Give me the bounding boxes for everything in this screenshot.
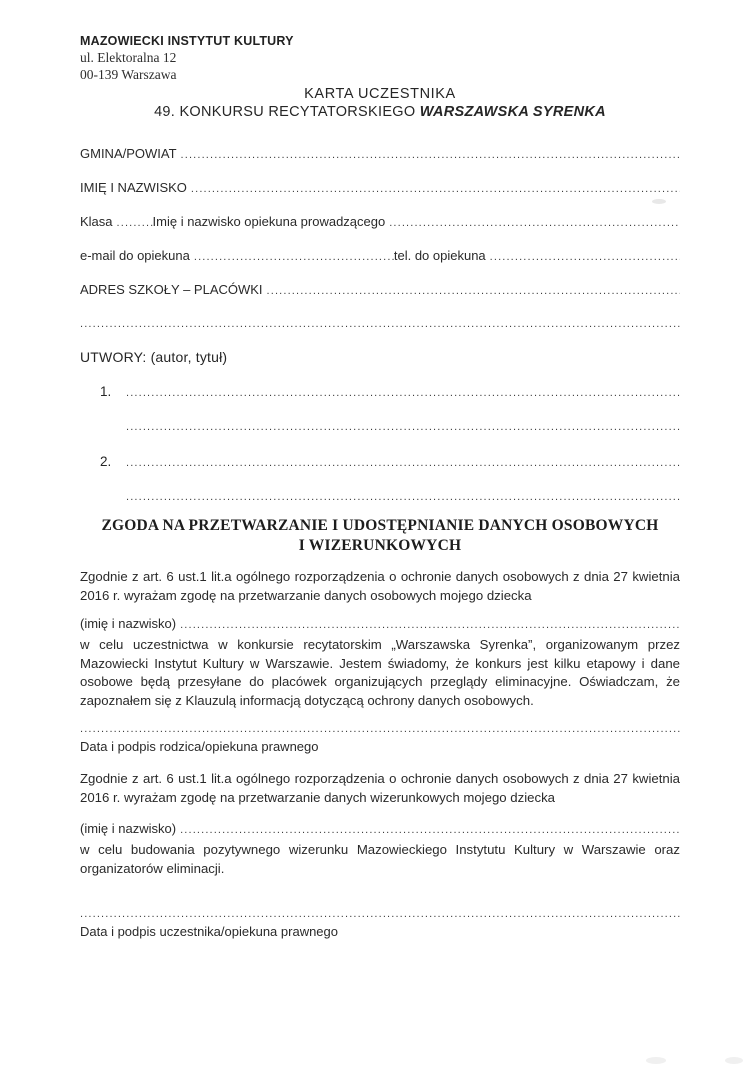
fill-in-line <box>267 282 680 300</box>
fill-in-line <box>117 214 153 232</box>
fill-in-line <box>126 454 680 472</box>
work-item-2-continuation <box>126 488 680 506</box>
works-section-heading: UTWORY: (autor, tytuł) <box>80 349 228 365</box>
fill-in-line <box>126 384 680 402</box>
field-adres-szkoly <box>80 281 680 300</box>
organization-address-city: 00-139 Warszawa <box>80 67 177 82</box>
fill-in-line <box>126 418 680 436</box>
field-email-tel <box>80 247 680 266</box>
fill-in-line <box>490 248 680 266</box>
scan-artifact <box>725 1057 743 1064</box>
field-email-label: e-mail do opiekuna <box>80 248 190 263</box>
field-adres-szkoly-label: ADRES SZKOŁY – PLACÓWKI <box>80 282 263 297</box>
organization-address-street: ul. Elektoralna 12 <box>80 50 177 65</box>
fill-in-line <box>191 180 680 198</box>
fill-in-line <box>180 821 680 839</box>
work-item-1 <box>100 383 680 402</box>
consent-heading-line1: ZGODA NA PRZETWARZANIE I UDOSTĘPNIANIE DANYCH OSOBOWYCH <box>101 517 659 534</box>
work-item-1-continuation <box>126 418 680 436</box>
consent-paragraph-personal-data: Zgodnie z art. 6 ust.1 lit.a ogólnego rozporządzenia o ochronie danych osobowych z dnia 27 kwietnia 2016 r. wyrażam zgodę na przetwarzanie danych osobowych mojego dziecka <box>80 569 680 603</box>
signature-label-parent: Data i podpis rodzica/opiekuna prawnego <box>80 739 319 754</box>
form-title: KARTA UCZESTNIKA <box>304 86 456 102</box>
organization-name: MAZOWIECKI INSTYTUT KULTURY <box>80 34 294 48</box>
contest-name: WARSZAWSKA SYRENKA <box>419 104 606 120</box>
consent-name-field-1 <box>80 615 680 634</box>
fill-in-line <box>80 315 680 333</box>
consent-paragraph-image-purpose: w celu budowania pozytywnego wizerunku Mazowieckiego Instytutu Kultury w Warszawie oraz organizatorów eliminacji. <box>80 842 680 876</box>
consent-paragraph-image-data: Zgodnie z art. 6 ust.1 lit.a ogólnego rozporządzenia o ochronie danych osobowych z dnia 27 kwietnia 2016 r. wyrażam zgodę na przetwarzanie danych wizerunkowych mojego dziecka <box>80 771 680 805</box>
scan-artifact <box>652 199 666 204</box>
fill-in-line <box>180 616 680 634</box>
field-adres-szkoly-continuation <box>80 315 680 333</box>
form-subtitle <box>80 103 680 122</box>
field-opiekun-label: Imię i nazwisko opiekuna prowadzącego <box>152 214 386 229</box>
work-item-2-number: 2. <box>100 454 112 469</box>
field-imie-nazwisko-label: IMIĘ I NAZWISKO <box>80 180 187 195</box>
field-gmina-powiat-label: GMINA/POWIAT <box>80 146 177 161</box>
work-item-1-number: 1. <box>100 384 112 399</box>
consent-heading-line2: I WIZERUNKOWYCH <box>298 537 462 554</box>
scan-artifact <box>646 1057 666 1064</box>
signature-label-participant: Data i podpis uczestnika/opiekuna prawnego <box>80 924 339 939</box>
form-subtitle-prefix: 49. KONKURSU RECYTATORSKIEGO <box>154 104 420 120</box>
consent-name-field-2 <box>80 820 680 839</box>
consent-section-heading <box>80 516 680 556</box>
fill-in-line <box>80 722 680 736</box>
field-klasa-opiekun <box>80 213 680 232</box>
fill-in-line <box>80 907 680 921</box>
consent-paragraph-participation: w celu uczestnictwa w konkursie recytatorskim „Warszawska Syrenka”, organizowanym przez Mazowiecki Instytut Kultury w Warszawie. Jestem świadomy, że konkurs jest kilku etapowy i dane osobowe będą przesyłane do placówek organizujących przeglądy eliminacyjne. Oświadczam, że zapoznałem się z Klauzulą informacją dotyczącą ochrony danych osobowych. <box>80 637 680 708</box>
signature-line-participant <box>80 907 680 921</box>
field-imie-nazwisko <box>80 179 680 198</box>
consent-name-label-2: (imię i nazwisko) <box>80 821 177 836</box>
consent-name-label-1: (imię i nazwisko) <box>80 616 177 631</box>
work-item-2 <box>100 453 680 472</box>
field-klasa-label: Klasa <box>80 214 113 229</box>
field-tel-label: tel. do opiekuna <box>393 248 486 263</box>
field-gmina-powiat <box>80 145 680 164</box>
signature-line-parent <box>80 722 680 736</box>
fill-in-line <box>389 214 680 232</box>
fill-in-line <box>126 488 680 506</box>
fill-in-line <box>194 248 394 266</box>
fill-in-line <box>181 146 680 164</box>
